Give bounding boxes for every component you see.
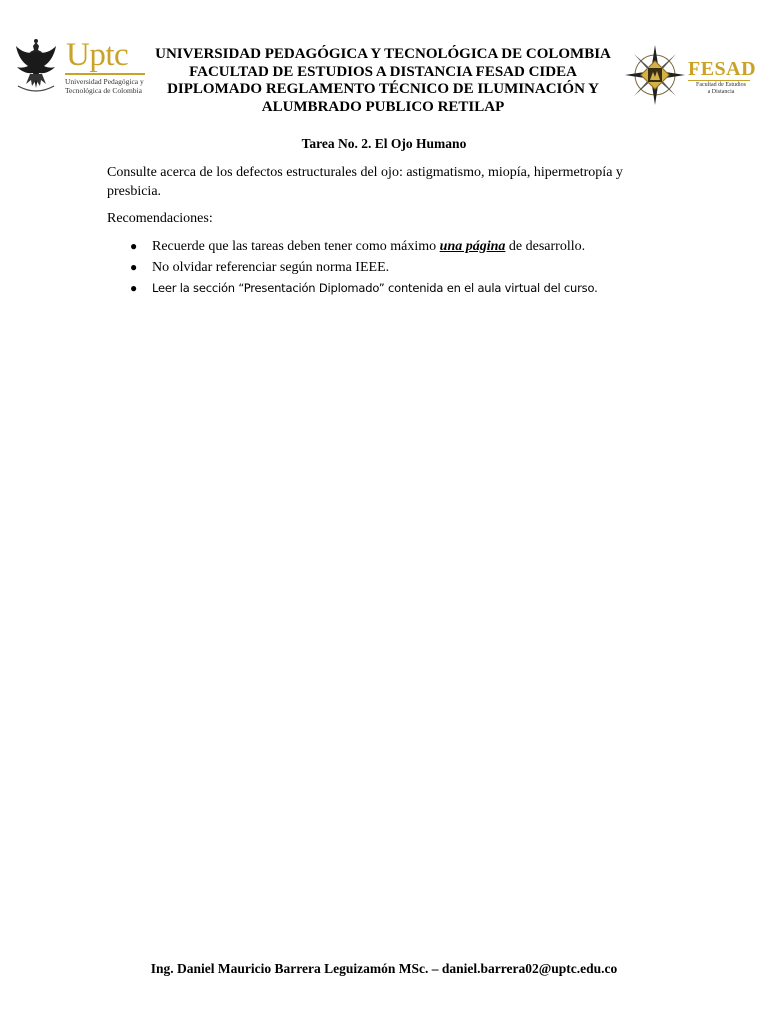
fesad-subtitle xyxy=(690,82,752,96)
uptc-wordmark: Uptc xyxy=(66,37,129,73)
bullet-icon: ● xyxy=(130,260,138,274)
list-item-text: No olvidar referenciar según norma IEEE. xyxy=(152,260,390,275)
diploma-name: DIPLOMADO REGLAMENTO TÉCNICO DE ILUMINACIÓN Y ALUMBRADO PUBLICO RETILAP xyxy=(167,81,599,115)
uptc-logo xyxy=(14,36,150,100)
page-header xyxy=(0,0,768,130)
task-instructions: Consulte acerca de los defectos estructurales del ojo: astigmatismo, miopía, hipermetropía y presbicia. xyxy=(107,165,623,199)
compass-rose-icon xyxy=(624,44,686,106)
task-title: Tarea No. 2. El Ojo Humano xyxy=(301,136,467,151)
uptc-subtitle xyxy=(65,78,155,95)
fesad-wordmark: FESAD xyxy=(688,58,757,80)
university-name: UNIVERSIDAD PEDAGÓGICA Y TECNOLÓGICA DE COLOMBIA xyxy=(155,46,611,62)
bullet-icon: ● xyxy=(130,281,138,295)
faculty-name: FACULTAD DE ESTUDIOS A DISTANCIA FESAD CIDEA xyxy=(189,63,577,80)
list-item xyxy=(107,236,667,257)
recommendations-label: Recomendaciones: xyxy=(107,211,213,226)
uptc-subtitle-line: Universidad Pedagógica y xyxy=(65,77,144,86)
fesad-logo xyxy=(624,44,756,106)
institution-header xyxy=(150,46,616,116)
list-item xyxy=(107,257,667,278)
fesad-subtitle-line: a Distancia xyxy=(707,89,735,95)
uptc-subtitle-line: Tecnológica de Colombia xyxy=(65,85,142,95)
list-item-text: Recuerde que las tareas deben tener como máximo xyxy=(152,239,440,254)
emphasized-text: una página xyxy=(439,239,506,254)
list-item-text: de desarrollo. xyxy=(505,239,586,254)
bullet-icon: ● xyxy=(130,239,138,253)
eagle-crest-icon xyxy=(14,36,58,96)
document-body xyxy=(107,163,667,299)
fesad-subtitle-line: Facultad de Estudios xyxy=(696,82,746,88)
fesad-divider xyxy=(688,80,750,81)
list-item-text: Leer la sección “Presentación Diplomado” contenida en el aula virtual del curso. xyxy=(152,281,598,295)
page-footer: Ing. Daniel Mauricio Barrera Leguizamón MSc. – daniel.barrera02@uptc.edu.co xyxy=(150,961,618,976)
uptc-divider xyxy=(65,73,145,75)
list-item xyxy=(107,278,667,299)
recommendations-list xyxy=(107,236,667,299)
